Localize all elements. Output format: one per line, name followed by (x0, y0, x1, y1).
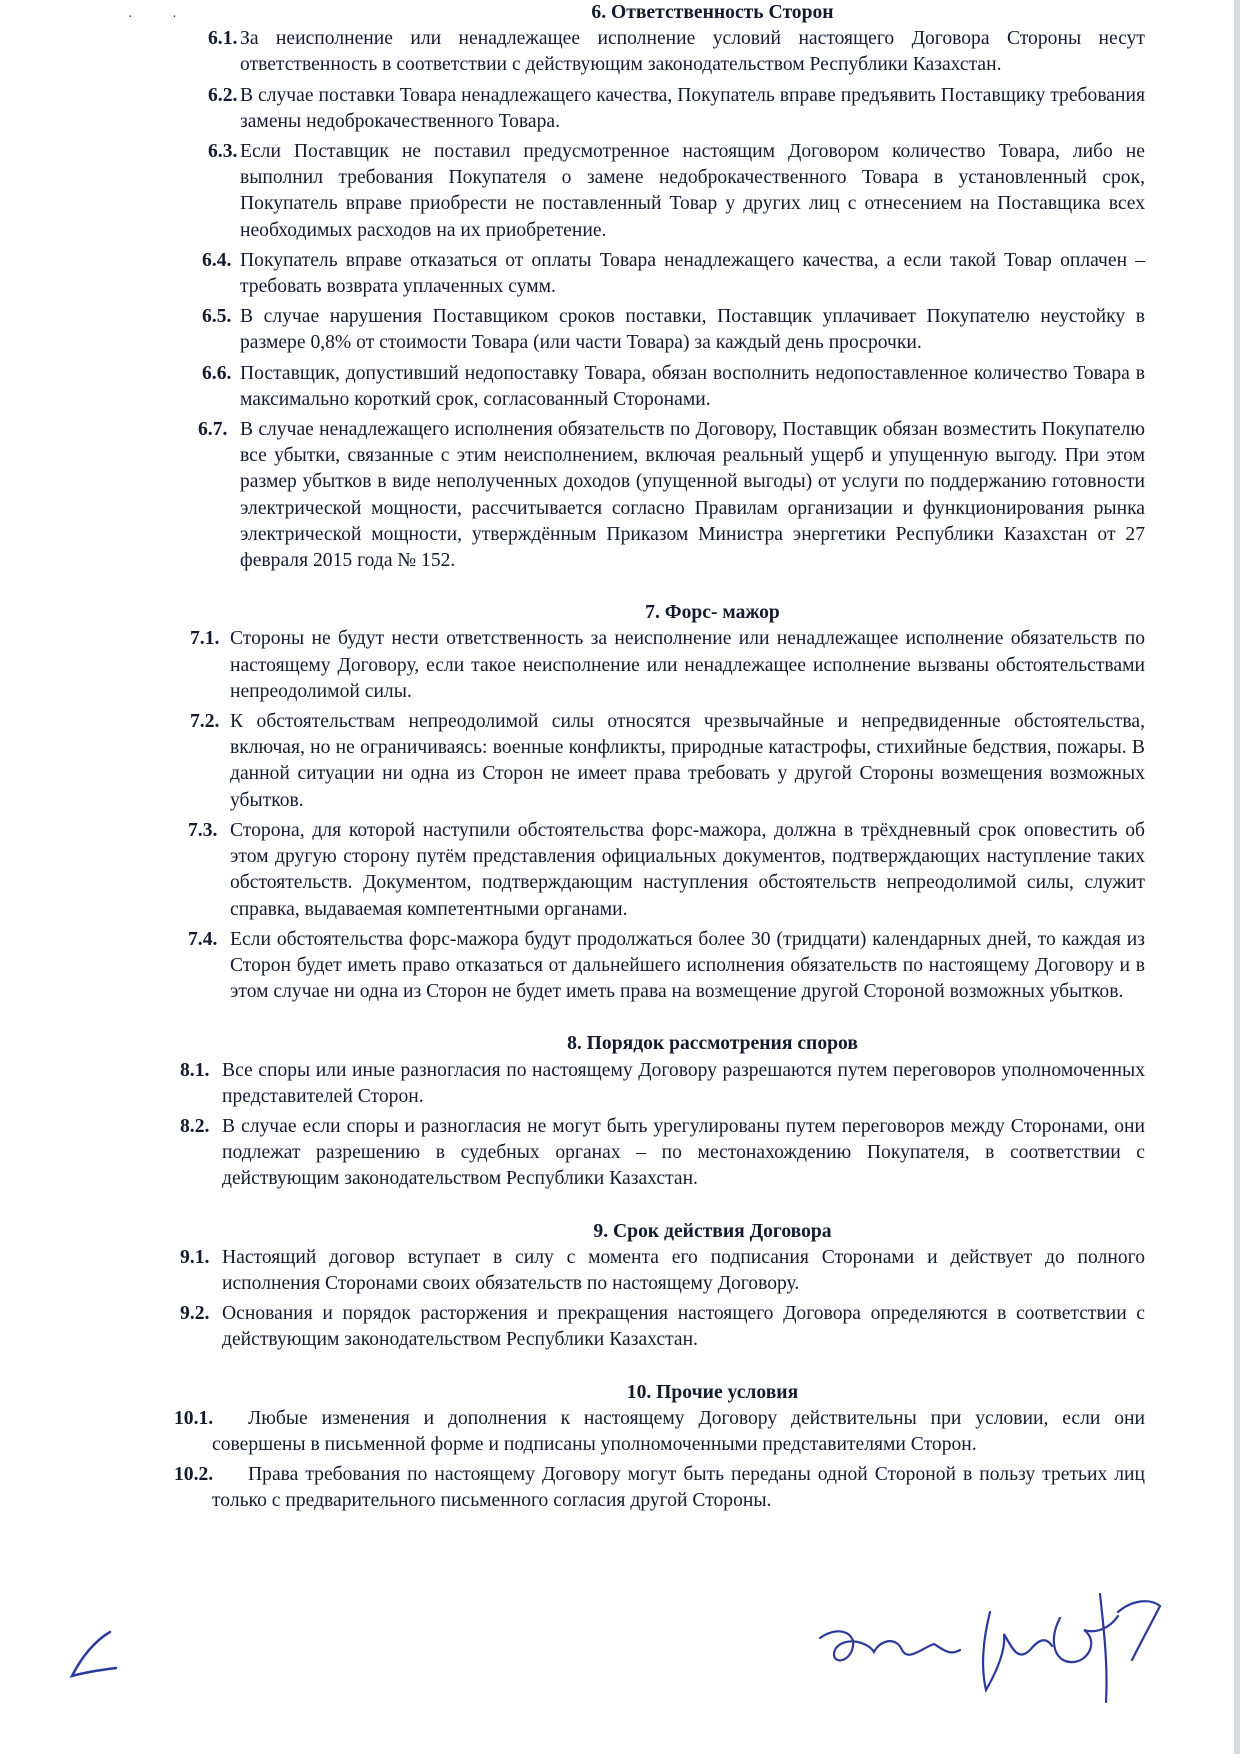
clause-10-2 (174, 1462, 1145, 1514)
clause-10-1 (174, 1406, 1145, 1458)
section-title: 8. Порядок рассмотрения споров (567, 1033, 858, 1055)
clause-number: 6.1. (208, 28, 238, 50)
signature-1 (820, 1631, 960, 1660)
section-7 (180, 600, 1145, 1005)
section-8 (180, 1031, 1145, 1192)
clause-text: Если обстоятельства форс-мажора будут продолжаться более 30 (тридцати) календарных дней, то каждая из Сторон будет иметь право отказаться от дальнейшего исполнения обязательств по настоящему Договору и в этом случае ни одна из Сторон не будет иметь права на возмещение другой Стороной возможных убытков. (230, 928, 1145, 1003)
section-10 (174, 1380, 1145, 1515)
section-9 (180, 1219, 1145, 1354)
clause-6-5 (180, 304, 1145, 356)
clause-number: 6.6. (202, 362, 232, 384)
clause-text: В случае если споры и разногласия не могут быть урегулированы путем переговоров между Сторонами, они подлежат разрешению в судебных органах – по местонахождению Покупателя, в соответствии с действующим законодательством Республики Казахстан. (222, 1115, 1145, 1190)
clause-6-4 (180, 248, 1145, 300)
clause-number: 10.1. (174, 1407, 214, 1429)
section-title: 10. Прочие условия (626, 1381, 799, 1403)
clause-7-4 (180, 927, 1145, 1006)
clause-text: Любые изменения и дополнения к настоящему Договору действительны при условии, если они совершены в письменной форме и подписаны уполномоченными представителями Сторон. (212, 1407, 1145, 1455)
clause-number: 9.1. (180, 1246, 210, 1268)
clause-number: 7.1. (190, 628, 220, 650)
clause-8-2 (180, 1114, 1145, 1193)
clause-number: 10.2. (174, 1464, 214, 1486)
clause-text: Все споры или иные разногласия по настоящему Договору разрешаются путем переговоров уполномоченных представителей Сторон. (222, 1059, 1145, 1107)
clause-text: Если Поставщик не поставил предусмотренное настоящим Договором количество Товара, либо не выполнил требования Покупателя о замене недоброкачественного Товара в установленный срок, Покупатель вправе приобрести не поставленный Товар у других лиц с отнесением на Поставщика всех необходимых расходов на их приобретение. (240, 141, 1145, 241)
clause-number: 8.1. (180, 1059, 210, 1081)
clause-number: 6.4. (202, 249, 232, 271)
clause-number: 6.3. (208, 141, 238, 163)
clause-7-3 (180, 818, 1145, 923)
signature-2 (983, 1594, 1160, 1702)
clause-text: В случае ненадлежащего исполнения обязательств по Договору, Поставщик обязан возместить Покупателю все убытки, связанные с этим неисполнением, включая реальный ущерб и упущенную выгоду. При этом размер убытков в виде неполученных доходов (упущенной выгоды) от услуги по поддержанию готовности электрической мощности, рассчитывается согласно Правилам организации и функционирования рынка электрической мощности, утверждённым Приказом Министра энергетики Республики Казахстан от 27 февраля 2015 года № 152. (240, 419, 1145, 572)
clause-text: В случае поставки Товара ненадлежащего качества, Покупатель вправе предъявить Поставщику требования замены недоброкачественного Товара. (240, 84, 1145, 132)
contract-body (174, 0, 1145, 1515)
clause-9-1 (180, 1245, 1145, 1297)
clause-number: 7.3. (188, 819, 218, 841)
section-title: 6. Ответственность Сторон (591, 2, 834, 23)
clause-text: Права требования по настоящему Договору могут быть переданы одной Стороной в пользу третьих лиц только с предварительного письменного согласия другой Стороны. (212, 1464, 1145, 1512)
section-title: 7. Форс- мажор (645, 602, 780, 624)
clause-number: 7.2. (190, 711, 220, 733)
clause-6-6 (180, 361, 1145, 413)
section-6 (180, 0, 1145, 574)
clause-text: В случае нарушения Поставщиком сроков поставки, Поставщик уплачивает Покупателю неустойку в размере 0,8% от стоимости Товара (или части Товара) за каждый день просрочки. (240, 306, 1145, 354)
clause-9-2 (180, 1301, 1145, 1353)
clause-number: 9.2. (180, 1303, 210, 1325)
clause-text: Поставщик, допустивший недопоставку Товара, обязан восполнить недопоставленное количество Товара в максимально короткий срок, согласованный Сторонами. (240, 362, 1145, 410)
clause-text: Покупатель вправе отказаться от оплаты Товара ненадлежащего качества, а если такой Товар оплачен – требовать возврата уплаченных сумм. (240, 249, 1145, 298)
clause-6-7 (180, 417, 1145, 574)
clause-number: 6.2. (208, 84, 238, 106)
clause-8-1 (180, 1058, 1145, 1110)
clause-6-3 (180, 139, 1145, 244)
clause-text: К обстоятельствам непреодолимой силы относятся чрезвычайные и непредвиденные обстоятельства, включая, но не ограничиваясь: военные конфликты, природные катастрофы, стихийные бедствия, пожары. В данной ситуации ни одна из Сторон не имеет права требовать у другой Стороны возмещения возможных убытков. (230, 711, 1145, 811)
clause-7-1 (180, 626, 1145, 705)
clause-6-2 (180, 83, 1145, 135)
clause-text: Стороны не будут нести ответственность за неисполнение или ненадлежащее исполнение обязательств по настоящему Договору, если такое неисполнение или ненадлежащее исполнение вызваны обстоятельствами непреодолимой силы. (230, 628, 1145, 702)
scan-specks: · · (128, 10, 195, 25)
scan-edge (1234, 0, 1240, 1754)
section-title: 9. Срок действия Договора (593, 1220, 832, 1242)
left-initial-mark (72, 1632, 116, 1676)
clause-text: Основания и порядок расторжения и прекращения настоящего Договора определяются в соответствии с действующим законодательством Республики Казахстан. (222, 1303, 1145, 1351)
clause-number: 8.2. (180, 1115, 210, 1137)
clause-7-2 (180, 709, 1145, 814)
clause-text: Сторона, для которой наступили обстоятельства форс-мажора, должна в трёхдневный срок оповестить об этом другую сторону путём представления официальных документов, подтверждающих наступление таких обстоятельств. Документом, подтверждающим наступления обстоятельств непреодолимой силы, служит справка, выдаваемая компетентными органами. (230, 819, 1145, 920)
clause-number: 6.5. (202, 306, 232, 328)
clause-text: За неисполнение или ненадлежащее исполнение условий настоящего Договора Стороны несут ответственность в соответствии с действующим законодательством Республики Казахстан. (240, 28, 1145, 76)
clause-6-1 (180, 26, 1145, 78)
clause-number: 6.7. (198, 419, 228, 441)
clause-text: Настоящий договор вступает в силу с момента его подписания Сторонами и действует до полного исполнения Сторонами своих обязательств по настоящему Договору. (222, 1246, 1145, 1294)
clause-number: 7.4. (188, 928, 218, 950)
